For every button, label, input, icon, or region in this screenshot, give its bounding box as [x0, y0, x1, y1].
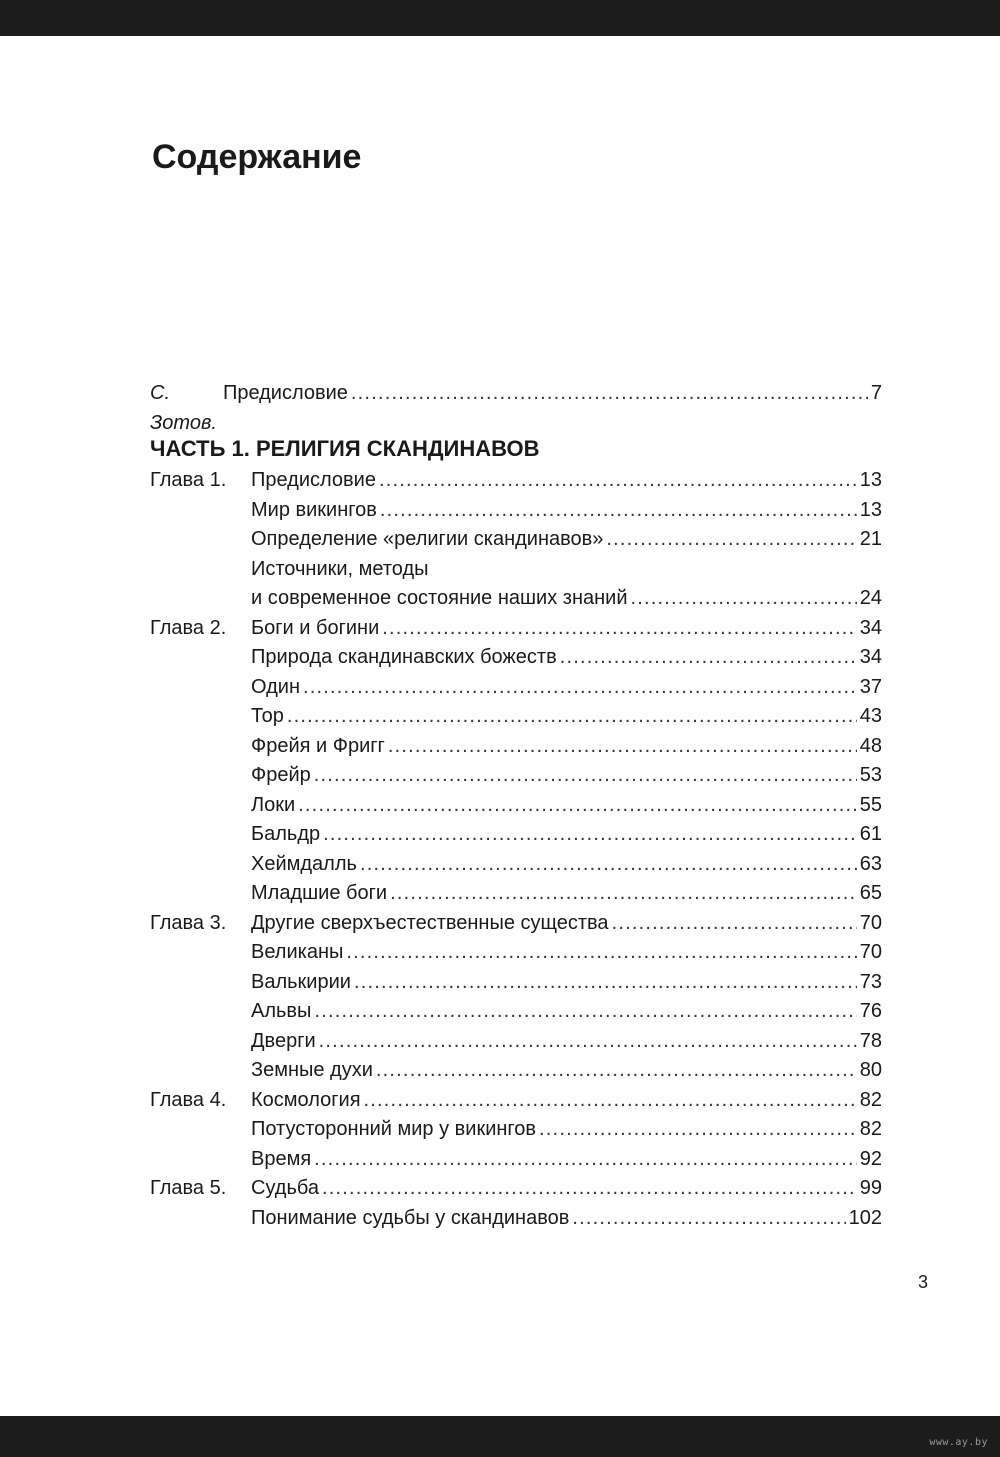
table-of-contents — [150, 378, 882, 1233]
page-number: 3 — [918, 1272, 929, 1292]
entry-page: 53 — [859, 764, 882, 786]
toc-entry — [150, 1086, 882, 1116]
entry-page: 80 — [859, 1059, 882, 1081]
entry-page: 73 — [859, 970, 882, 993]
entry-page: 92 — [859, 1147, 882, 1170]
entry-title: Фрейя и Фригг — [251, 734, 385, 757]
dot-leader — [612, 909, 857, 939]
dot-leader — [382, 614, 856, 644]
entry-title: Мир викингов — [251, 498, 377, 521]
dot-leader — [351, 378, 868, 408]
toc-entry — [150, 791, 882, 821]
bottom-black-bar — [0, 1416, 1000, 1457]
dot-leader — [314, 1145, 857, 1175]
page-title: Содержание — [152, 138, 362, 176]
dot-leader — [322, 1174, 857, 1204]
toc-entry — [150, 1056, 882, 1086]
entry-page: 78 — [859, 1029, 882, 1052]
toc-entry — [150, 1204, 882, 1234]
entry-title: Хеймдалль — [251, 852, 357, 875]
toc-entry — [150, 761, 882, 791]
entry-page: 55 — [859, 793, 882, 816]
toc-entry — [150, 466, 882, 496]
entry-page: 63 — [859, 852, 882, 875]
entry-title: Альвы — [251, 1000, 312, 1022]
dot-leader — [539, 1115, 857, 1145]
dot-leader — [354, 968, 857, 998]
dot-leader — [390, 879, 857, 909]
entry-title: Потусторонний мир у викингов — [251, 1118, 537, 1140]
toc-entry — [150, 702, 882, 732]
chapter-label: Глава 2. — [150, 616, 227, 639]
dot-leader — [388, 732, 857, 762]
entry-page: 21 — [859, 528, 882, 550]
toc-entry — [150, 496, 882, 526]
entry-page: 34 — [859, 646, 882, 668]
toc-entry — [150, 584, 882, 614]
toc-entry — [150, 1115, 882, 1145]
entry-title: Великаны — [251, 941, 344, 963]
entry-title: Судьба — [251, 1177, 319, 1199]
toc-entry — [150, 643, 882, 673]
toc-entry — [150, 732, 882, 762]
dot-leader — [319, 1027, 857, 1057]
dot-leader — [560, 643, 857, 673]
entry-title: Понимание судьбы у скандинавов — [251, 1206, 570, 1229]
entry-page: 43 — [859, 705, 882, 727]
entry-title: Локи — [251, 793, 296, 816]
entry-page: 37 — [859, 675, 882, 698]
entry-title: Бальдр — [251, 823, 321, 845]
dot-leader — [380, 496, 857, 526]
toc-entry — [150, 909, 882, 939]
entry-title: Космология — [251, 1088, 361, 1111]
entry-title: Дверги — [251, 1029, 316, 1052]
toc-foreword-entry — [150, 378, 882, 434]
dot-leader — [346, 938, 856, 968]
dot-leader — [360, 850, 857, 880]
toc-entry — [150, 820, 882, 850]
entry-page: 65 — [859, 882, 882, 904]
dot-leader — [631, 584, 857, 614]
toc-entry — [150, 555, 882, 585]
foreword-title: Предисловие — [222, 382, 348, 404]
entry-title: Валькирии — [251, 970, 351, 993]
watermark: www.ay.by — [929, 1437, 988, 1448]
entry-page: 82 — [859, 1088, 882, 1111]
entry-page: 13 — [859, 469, 882, 491]
entry-page: 82 — [859, 1118, 882, 1140]
entry-page: 34 — [859, 616, 882, 639]
entry-page: 102 — [848, 1206, 882, 1229]
entry-title: Природа скандинавских божеств — [251, 646, 557, 668]
foreword-author: С. Зотов. — [150, 382, 217, 434]
chapter-label: Глава 4. — [150, 1088, 227, 1111]
entry-title: Предисловие — [251, 469, 376, 491]
part-heading: ЧАСТЬ 1. РЕЛИГИЯ СКАНДИНАВОВ — [150, 436, 540, 461]
entry-page: 99 — [859, 1177, 882, 1199]
toc-entry — [150, 525, 882, 555]
toc-entry — [150, 614, 882, 644]
entry-title: Другие сверхъестественные существа — [251, 911, 609, 934]
toc-entry — [150, 997, 882, 1027]
dot-leader — [606, 525, 856, 555]
toc-entry — [150, 879, 882, 909]
dot-leader — [572, 1204, 845, 1234]
dot-leader — [376, 1056, 857, 1086]
toc-entry — [150, 850, 882, 880]
entry-title: Боги и богини — [251, 616, 380, 639]
toc-entry — [150, 1027, 882, 1057]
entry-page: 61 — [859, 823, 882, 845]
entry-title: Определение «религии скандинавов» — [251, 528, 604, 550]
toc-entry — [150, 673, 882, 703]
entry-page: 48 — [859, 734, 882, 757]
toc-entry — [150, 968, 882, 998]
dot-leader — [303, 673, 857, 703]
dot-leader — [298, 791, 857, 821]
entry-title: Земные духи — [251, 1059, 373, 1081]
toc-entry — [150, 1145, 882, 1175]
toc-entries — [150, 466, 882, 1233]
entry-page: 24 — [859, 587, 882, 609]
dot-leader — [379, 466, 857, 496]
dot-leader — [314, 761, 857, 791]
chapter-label: Глава 1. — [150, 469, 227, 491]
entry-page: 70 — [859, 941, 882, 963]
foreword-page: 7 — [870, 382, 882, 404]
entry-page: 13 — [859, 498, 882, 521]
entry-page: 70 — [859, 911, 882, 934]
top-black-bar — [0, 0, 1000, 36]
entry-title: Младшие боги — [251, 882, 388, 904]
entry-title: Тор — [251, 705, 284, 727]
chapter-label: Глава 5. — [150, 1177, 227, 1199]
dot-leader — [287, 702, 857, 732]
chapter-label: Глава 3. — [150, 911, 227, 934]
toc-entry — [150, 938, 882, 968]
entry-title: Один — [251, 675, 301, 698]
entry-title: Фрейр — [251, 764, 311, 786]
entry-title: Источники, методы — [251, 557, 429, 580]
dot-leader — [323, 820, 857, 850]
dot-leader — [364, 1086, 857, 1116]
dot-leader — [314, 997, 856, 1027]
toc-entry — [150, 1174, 882, 1204]
entry-title: и современное состояние наших знаний — [251, 587, 628, 609]
entry-page: 76 — [859, 1000, 882, 1022]
entry-title: Время — [251, 1147, 312, 1170]
